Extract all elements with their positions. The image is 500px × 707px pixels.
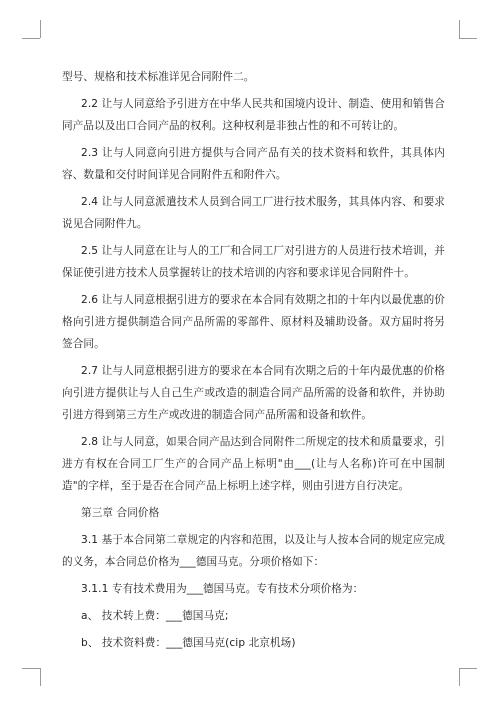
- clause-2-7: 2.7 让与人同意根据引进方的要求在本合同有次期之后的十年内最优惠的价格向引进方提供让与人自己生产或改造的制造合同产品所需的设备和软件，并协助引进方得到第三方生产或改进的制造合同产品所需和设备和软件。: [62, 365, 445, 421]
- clause-2-3: 2.3 让与人同意向引进方提供与合同产品有关的技术资料和软件，其具体内容、数量和交付时间详见合同附件五和附件六。: [62, 147, 445, 181]
- clause-2-8: 2.8 让与人同意，如果合同产品达到合同附件二所规定的技术和质量要求，引进方有权在合同工厂生产的合同产品上标明"由___(让与人名称)许可在中国制造"的字样，至于是否在合同产品上标明上述字样，则由引进方自行决定。: [62, 436, 445, 492]
- crop-mark-top-left: [22, 38, 40, 39]
- clause-2-6: 2.6 让与人同意根据引进方的要求在本合同有效期之扣的十年内以最优惠的价格向引进方提供制造合同产品所需的零部件、原材料及辅助设备。双方届时将另签合同。: [62, 294, 445, 350]
- chapter-heading: 第三章 合同价格: [81, 507, 160, 519]
- document-body: [62, 66, 445, 659]
- crop-mark-top-right: [459, 38, 477, 39]
- paragraph-continuation: 型号、规格和技术标准详见合同附件二。: [62, 71, 255, 83]
- crop-mark-top-left: [40, 20, 41, 38]
- list-item-a: a、 技术转上费：___德国马克;: [81, 610, 229, 622]
- crop-mark-bottom-right: [459, 668, 460, 686]
- crop-mark-bottom-left: [22, 668, 40, 669]
- clause-3-1: 3.1 基于本合同第二章规定的内容和范围，以及让与人按本合同的规定应完成的义务，本合同总价格为___德国马克。分项价格如下：: [62, 534, 445, 568]
- crop-mark-bottom-right: [459, 668, 477, 669]
- clause-3-1-1: 3.1.1 专有技术费用为___德国马克。专有技术分项价格为：: [81, 583, 364, 595]
- crop-mark-top-right: [459, 20, 460, 38]
- list-item-b: b、 技术资料费：___德国马克(cip 北京机场): [81, 637, 296, 649]
- crop-mark-bottom-left: [40, 668, 41, 686]
- clause-2-5: 2.5 让与人同意在让与人的工厂和合同工厂对引进方的人员进行技术培训，并保证使引进方技术人员掌握转让的技术培训的内容和要求详见合同附件十。: [62, 245, 445, 279]
- clause-2-2: 2.2 让与人同意给予引进方在中华人民共和国境内设计、制造、使用和销售合同产品以及出口合同产品的权利。这种权利是非独占性的和不可转让的。: [62, 98, 445, 132]
- clause-2-4: 2.4 让与人同意派遣技术人员到合同工厂进行技术服务，其具体内容、和要求说见合同附件九。: [62, 196, 445, 230]
